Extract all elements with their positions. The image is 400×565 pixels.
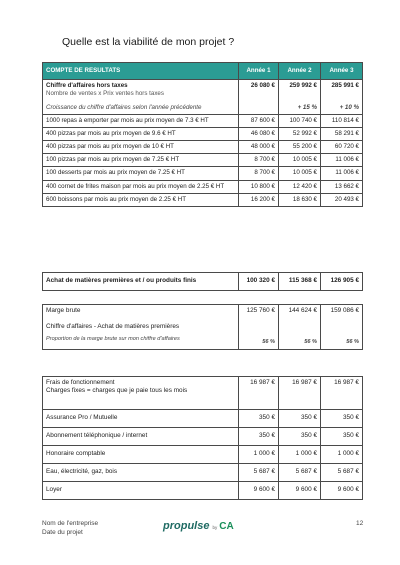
- growth-label: Croissance du chiffre d'affaires selon l'année précédente: [46, 104, 202, 112]
- header-year-3: Année 3: [321, 63, 363, 80]
- row-label: 400 pizzas par mois au prix moyen de 10 € HT: [43, 141, 239, 154]
- ca-value-3: 285 991 €: [331, 82, 359, 89]
- row-value-year-2: 1 000 €: [279, 446, 321, 464]
- marge-value-2: 144 624 €: [288, 307, 317, 314]
- row-label: Loyer: [43, 482, 239, 500]
- row-value-year-1: 350 €: [239, 428, 279, 446]
- row-value-year-3: 9 600 €: [321, 482, 363, 500]
- row-value-year-2: 18 630 €: [279, 193, 321, 206]
- frais-sub: Charges fixes = charges que je paie tous les mois: [46, 387, 188, 395]
- row-value-year-1: 8 700 €: [239, 154, 279, 167]
- ca-cell-values: [239, 80, 279, 115]
- row-value-year-1: 1 000 €: [239, 446, 279, 464]
- page-number: 12: [356, 520, 364, 527]
- marge-sub: Chiffre d'affaires - Achat de matières premières: [46, 323, 180, 331]
- row-label: Eau, électricité, gaz, bois: [43, 464, 239, 482]
- header-year-2: Année 2: [279, 63, 321, 80]
- row-value-year-3: 5 687 €: [321, 464, 363, 482]
- prop-value-3: 56 %: [346, 339, 359, 346]
- header-label: COMPTE DE RESULTATS: [43, 63, 239, 80]
- row-value-year-2: 350 €: [279, 428, 321, 446]
- row-value-year-1: 9 600 €: [239, 482, 279, 500]
- achat-value-2: 115 368 €: [279, 273, 321, 291]
- table-row: [43, 464, 363, 482]
- row-value-year-3: 350 €: [321, 428, 363, 446]
- row-value-year-1: 48 000 €: [239, 141, 279, 154]
- row-value-year-2: 5 687 €: [279, 464, 321, 482]
- page-title: Quelle est la viabilité de mon projet ?: [62, 36, 235, 48]
- row-value-year-3: 60 720 €: [321, 141, 363, 154]
- achat-value-3: 126 905 €: [321, 273, 363, 291]
- logo-by: by: [212, 525, 218, 530]
- table-header-row: [43, 63, 363, 80]
- row-label: 400 pizzas par mois au prix moyen de 9.6 € HT: [43, 128, 239, 141]
- frais-value-3: 16 987 €: [321, 377, 363, 410]
- marge-table: [42, 304, 363, 350]
- row-value-year-1: 46 080 €: [239, 128, 279, 141]
- table-row: [43, 446, 363, 464]
- row-label: 100 desserts par mois au prix moyen de 7.25 € HT: [43, 167, 239, 180]
- prop-label: Proportion de la marge brute sur mon chiffre d'affaires: [46, 335, 180, 342]
- table-row: [43, 428, 363, 446]
- ca-cell-values-3: [321, 80, 363, 115]
- prop-value-2: 56 %: [304, 339, 317, 346]
- row-value-year-1: 10 800 €: [239, 180, 279, 193]
- compte-resultats-table: [42, 62, 363, 207]
- row-value-year-1: 350 €: [239, 410, 279, 428]
- row-value-year-2: 350 €: [279, 410, 321, 428]
- ca-value-2: 259 992 €: [289, 82, 317, 89]
- table-row: [43, 167, 363, 180]
- company-name: Nom de l'entreprise: [42, 520, 99, 527]
- row-value-year-3: 11 006 €: [321, 154, 363, 167]
- marge-col-2: [279, 305, 321, 350]
- table-row: [43, 193, 363, 206]
- row-value-year-2: 55 200 €: [279, 141, 321, 154]
- row-value-year-1: 87 600 €: [239, 115, 279, 128]
- table-row: [43, 115, 363, 128]
- marge-col-3: [321, 305, 363, 350]
- row-label: 1000 repas à emporter par mois au prix moyen de 7.3 € HT: [43, 115, 239, 128]
- table-row: [43, 482, 363, 500]
- marge-col-1: [239, 305, 279, 350]
- achat-table: [42, 272, 363, 291]
- table-row: [43, 154, 363, 167]
- row-value-year-2: 52 992 €: [279, 128, 321, 141]
- ca-label: Chiffre d'affaires hors taxes: [46, 82, 128, 89]
- table-row: [43, 141, 363, 154]
- header-year-1: Année 1: [239, 63, 279, 80]
- row-value-year-3: 20 493 €: [321, 193, 363, 206]
- row-label: 400 cornet de frites maison par mois au prix moyen de 2.25 € HT: [43, 180, 239, 193]
- row-value-year-3: 13 662 €: [321, 180, 363, 193]
- row-value-year-1: 8 700 €: [239, 167, 279, 180]
- row-value-year-2: 12 420 €: [279, 180, 321, 193]
- growth-value-3: + 10 %: [339, 104, 359, 112]
- footer-info: [42, 520, 98, 538]
- frais-cell: [43, 377, 239, 410]
- ca-value-1: 26 080 €: [250, 82, 275, 89]
- ca-cell: [43, 80, 239, 115]
- table-row: [43, 180, 363, 193]
- frais-table: [42, 376, 363, 500]
- frais-row: [43, 377, 363, 410]
- row-value-year-3: 1 000 €: [321, 446, 363, 464]
- growth-value-2: + 15 %: [297, 104, 317, 112]
- row-label: 100 pizzas par mois au prix moyen de 7.25 € HT: [43, 154, 239, 167]
- achat-label: Achat de matières premières et / ou produits finis: [43, 273, 239, 291]
- row-value-year-1: 5 687 €: [239, 464, 279, 482]
- ca-cell-values-2: [279, 80, 321, 115]
- table-row: [43, 128, 363, 141]
- prop-value-1: 56 %: [262, 339, 275, 346]
- row-value-year-3: 11 006 €: [321, 167, 363, 180]
- frais-label: Frais de fonctionnement: [46, 379, 115, 386]
- row-value-year-3: 110 814 €: [321, 115, 363, 128]
- table-row: [43, 410, 363, 428]
- row-value-year-2: 10 005 €: [279, 154, 321, 167]
- marge-value-1: 125 760 €: [246, 307, 275, 314]
- ca-row: [43, 80, 363, 115]
- ca-sub: Nombre de ventes x Prix ventes hors taxes: [46, 90, 164, 98]
- frais-value-1: 16 987 €: [239, 377, 279, 410]
- achat-row: [43, 273, 363, 291]
- row-value-year-2: 100 740 €: [279, 115, 321, 128]
- ca-logo-icon: CA: [219, 521, 234, 532]
- frais-value-2: 16 987 €: [279, 377, 321, 410]
- marge-value-3: 159 086 €: [330, 307, 359, 314]
- row-value-year-1: 16 200 €: [239, 193, 279, 206]
- logo-text: propulse: [163, 520, 210, 532]
- marge-cell: [43, 305, 239, 350]
- achat-value-1: 100 320 €: [239, 273, 279, 291]
- marge-row: [43, 305, 363, 350]
- row-value-year-2: 10 005 €: [279, 167, 321, 180]
- row-value-year-3: 350 €: [321, 410, 363, 428]
- row-value-year-3: 58 291 €: [321, 128, 363, 141]
- marge-label: Marge brute: [46, 307, 81, 314]
- propulse-logo: [163, 520, 234, 532]
- row-label: 600 boissons par mois au prix moyen de 2.25 € HT: [43, 193, 239, 206]
- row-label: Honoraire comptable: [43, 446, 239, 464]
- row-value-year-2: 9 600 €: [279, 482, 321, 500]
- project-date: Date du projet: [42, 528, 83, 536]
- row-label: Assurance Pro / Mutuelle: [43, 410, 239, 428]
- row-label: Abonnement téléphonique / internet: [43, 428, 239, 446]
